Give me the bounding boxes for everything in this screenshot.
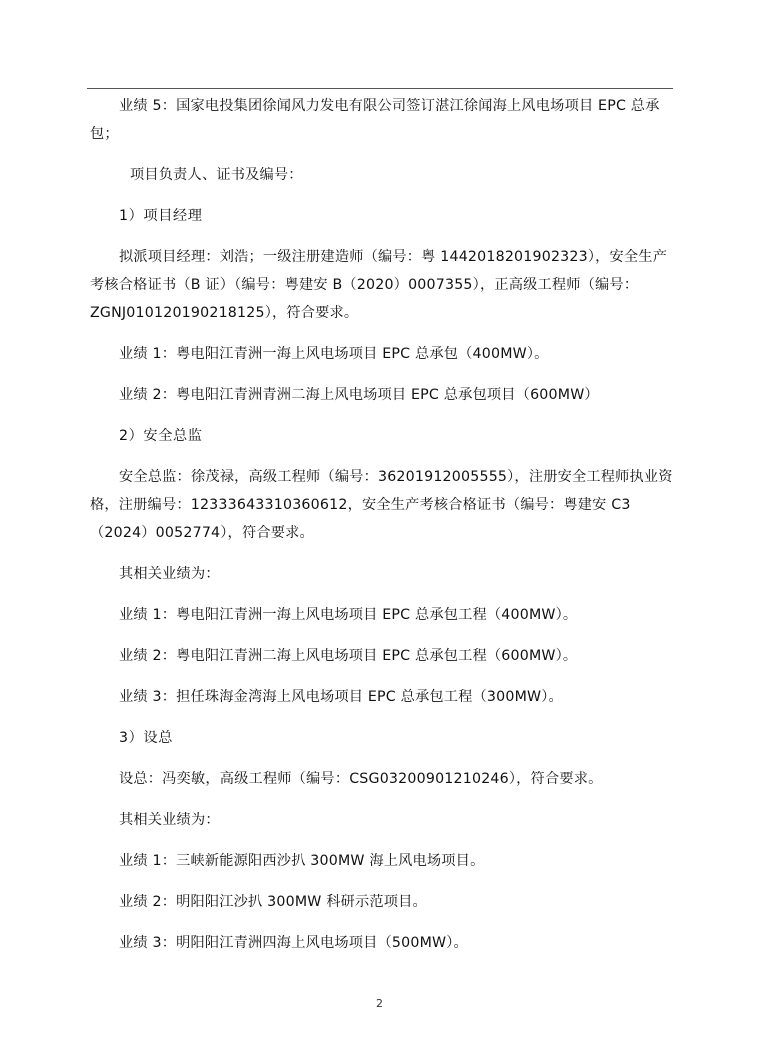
paragraph-related-performance-label: 其相关业绩为： [119,566,220,582]
paragraph-sd-performance-1: 业绩 1：粤电阳江青洲一海上风电场项目 EPC 总承包工程（400MW）。 [119,607,578,623]
paragraph-sd-performance-3: 业绩 3：担任珠海金湾海上风电场项目 EPC 总承包工程（300MW）。 [119,689,563,705]
paragraph-safety-director: 安全总监：徐茂禄，高级工程师（编号：36201912005555），注册安全工程师执业资格，注册编号：12333643310360612，安全生产考核合格证书（编号：粤建安 C3（2024）0052774），符合要求。 [90,469,673,541]
paragraph-design-director: 设总：冯奕敏，高级工程师（编号：CSG03200901210246），符合要求。 [119,771,603,787]
paragraph-project-manager: 拟派项目经理：刘浩；一级注册建造师（编号：粤 1442018201902323），安全生产考核合格证书（B 证）（编号：粤建安 B（2020）0007355），正高级工程师（编号：ZGNJ010120190218125），符合要求。 [90,249,668,321]
paragraph-sd-performance-2: 业绩 2：粤电阳江青洲二海上风电场项目 EPC 总承包工程（600MW）。 [119,648,578,664]
heading-safety-director: 2）安全总监 [119,428,203,444]
header-rule [87,88,673,89]
paragraph-pm-performance-1: 业绩 1：粤电阳江青洲一海上风电场项目 EPC 总承包（400MW）。 [119,346,549,362]
paragraph-related-performance-label-2: 其相关业绩为： [119,812,220,828]
heading-design-director: 3）设总 [119,730,173,746]
heading-project-manager: 1）项目经理 [119,208,203,224]
document-body [90,92,680,970]
paragraph-performance-5: 业绩 5：国家电投集团徐闻风力发电有限公司签订湛江徐闻海上风电场项目 EPC 总承包； [90,98,660,142]
page-number: 2 [376,997,383,1010]
paragraph-personnel-intro: 项目负责人、证书及编号： [130,167,303,183]
paragraph-dd-performance-2: 业绩 2：明阳阳江沙扒 300MW 科研示范项目。 [119,894,427,910]
paragraph-dd-performance-1: 业绩 1：三峡新能源阳西沙扒 300MW 海上风电场项目。 [119,853,485,869]
paragraph-pm-performance-2: 业绩 2：粤电阳江青洲青洲二海上风电场项目 EPC 总承包项目（600MW） [119,387,599,403]
paragraph-dd-performance-3: 业绩 3：明阳阳江青洲四海上风电场项目（500MW）。 [119,935,468,951]
